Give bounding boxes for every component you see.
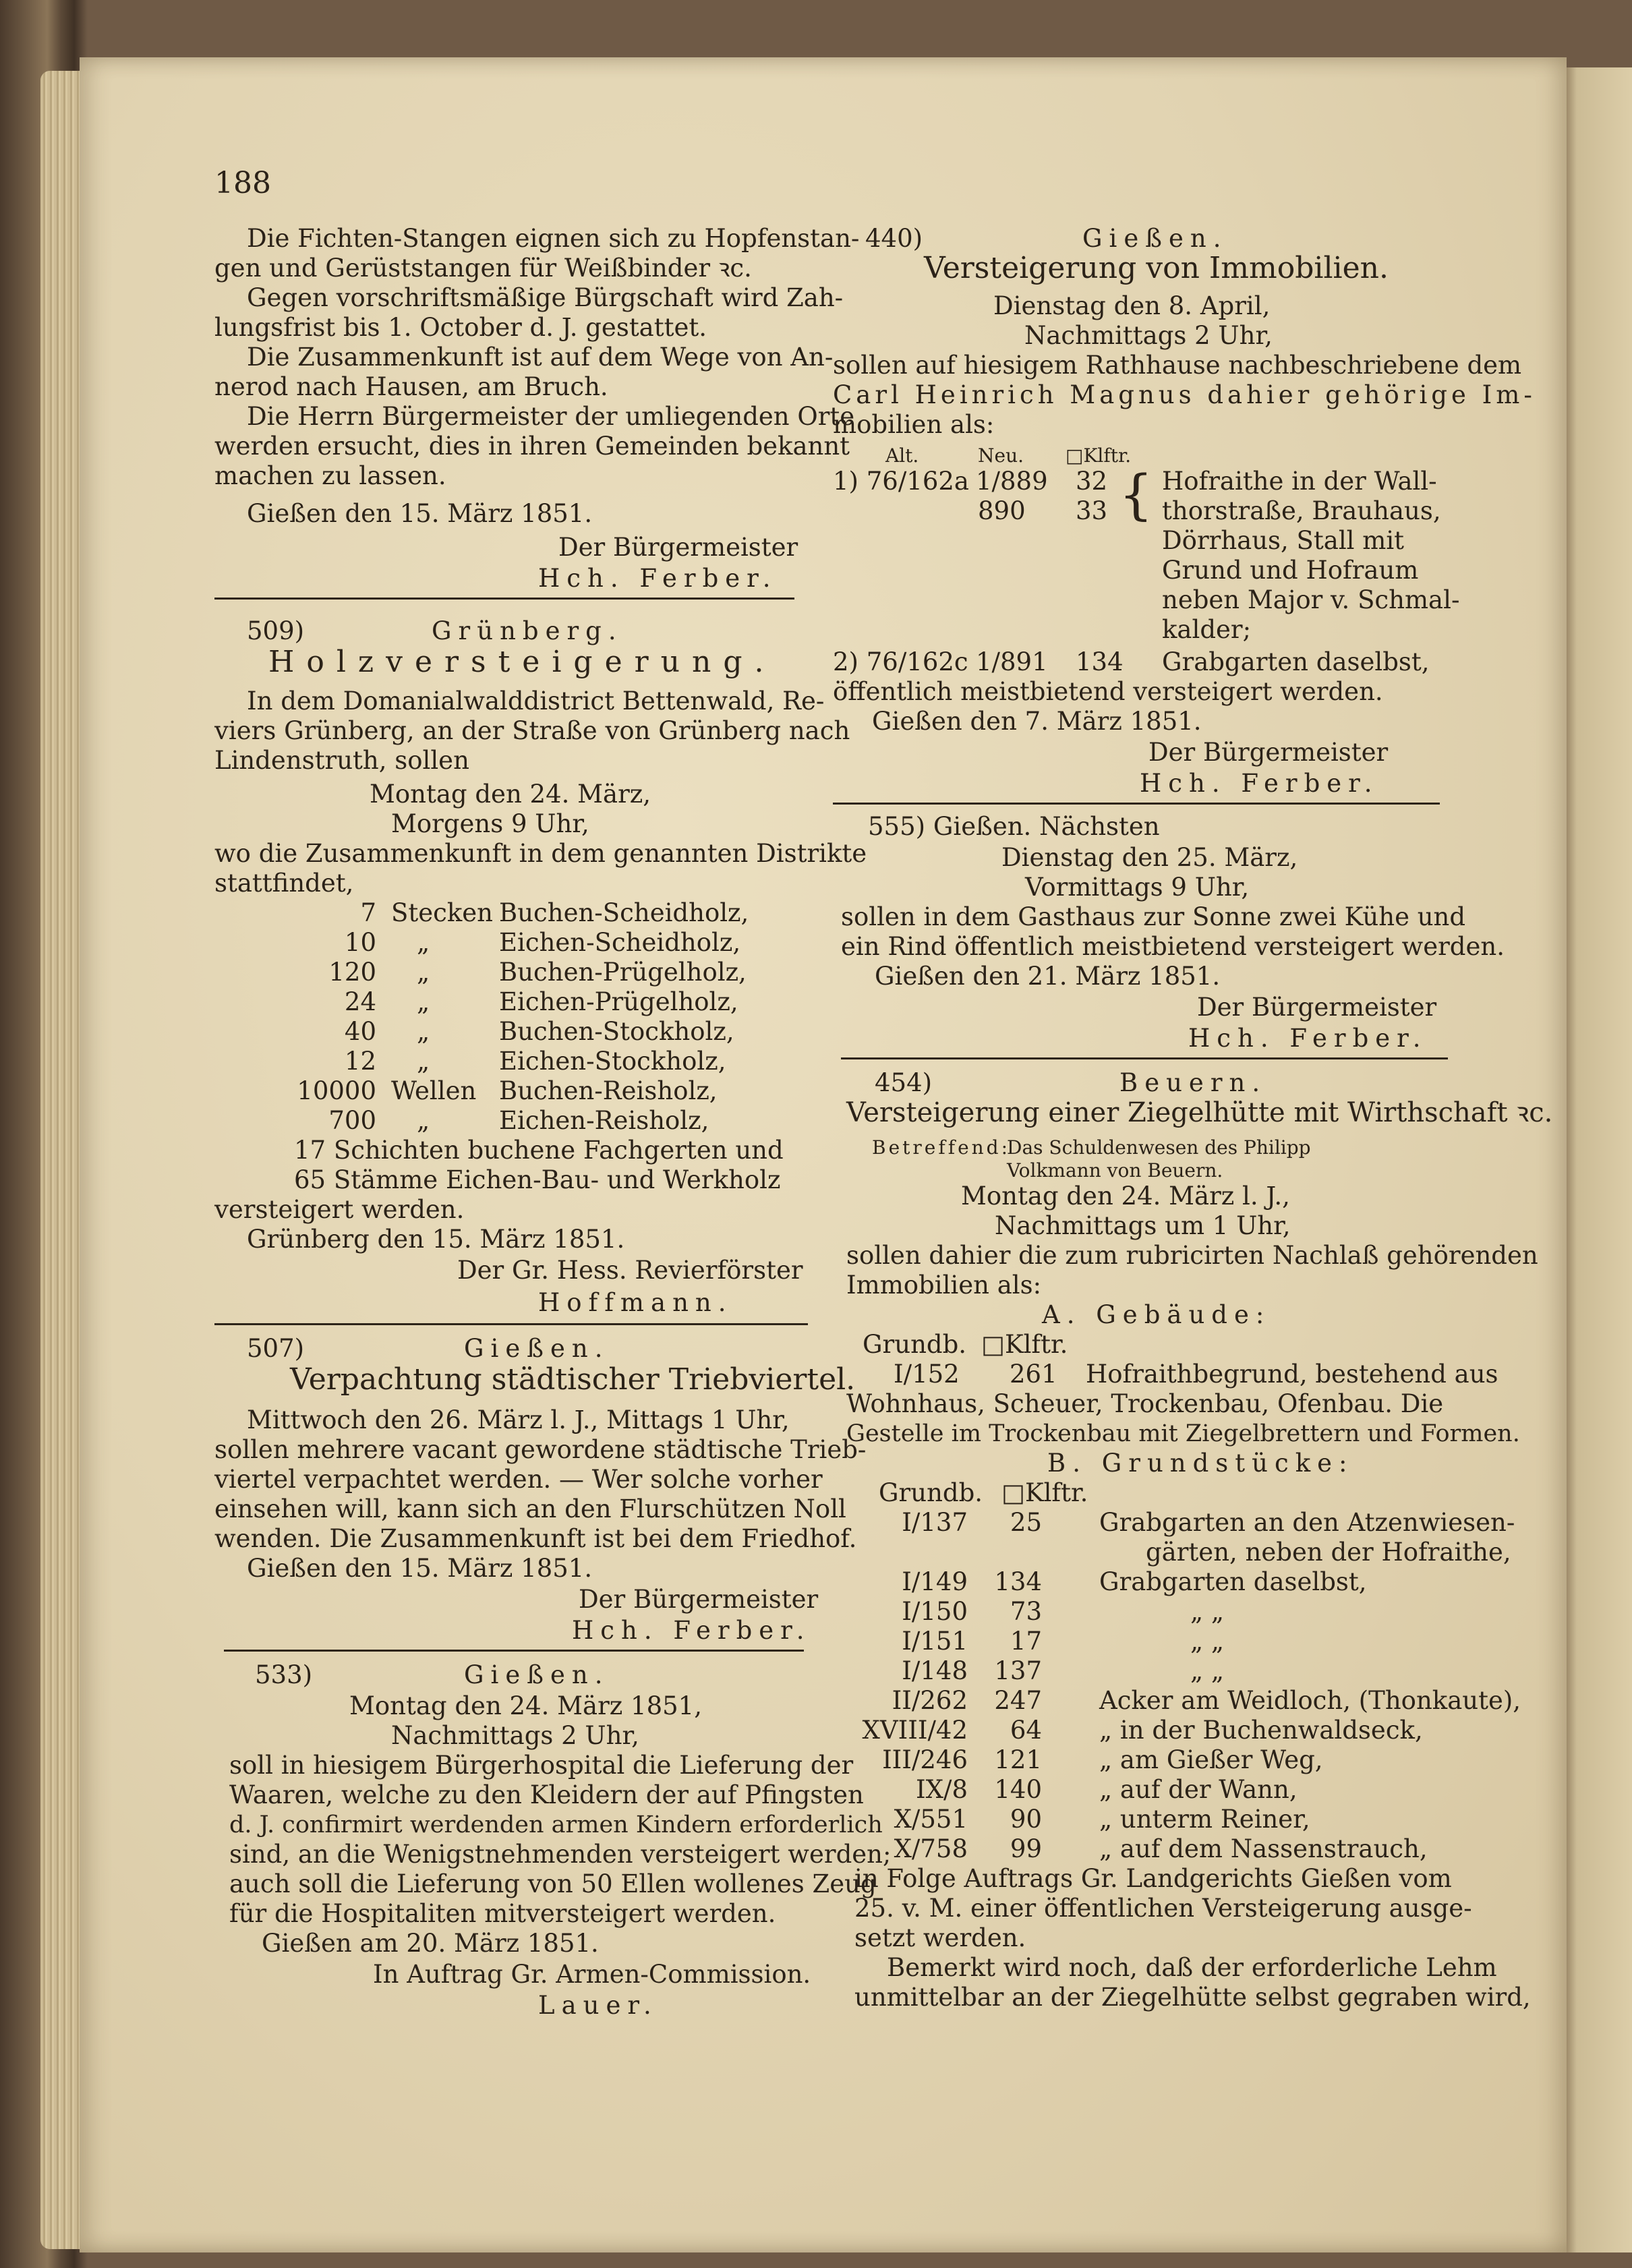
notice-time: Nachmittags um 1 Uhr, (995, 1211, 1291, 1240)
notice-number: 440) (865, 224, 923, 253)
notice-line: Bemerkt wird noch, daß der erforderliche Lehm (887, 1953, 1497, 1982)
item-qty: 10000 (297, 1076, 376, 1105)
parcel-desc: „ auf dem Nassenstrauch, (1099, 1834, 1428, 1863)
notice-line: viers Grünberg, an der Straße von Grünberg nach (214, 716, 850, 745)
notice-line: versteigert werden. (214, 1195, 465, 1224)
signature-title: Der Bürgermeister (558, 533, 798, 562)
parcel-ref: X/758 (894, 1834, 968, 1863)
parcel-ref: I/137 (902, 1508, 968, 1537)
notice-date: Gießen den 15. März 1851. (247, 1554, 593, 1583)
right-column (833, 224, 1553, 2031)
signature-title: Der Bürgermeister (1148, 738, 1389, 767)
parcel-area: 247 (994, 1686, 1042, 1715)
notice-line: 17 Schichten buchene Fachgerten und (294, 1136, 784, 1165)
notice-line: Lindenstruth, sollen (214, 746, 469, 775)
notice-title: Versteigerung von Immobilien. (924, 251, 1389, 285)
signature-name: Hch. Ferber. (538, 564, 778, 593)
notice-title: Versteigerung einer Ziegelhütte mit Wirthschaft ꝛc. (846, 1097, 1553, 1128)
parcel-desc: „ auf der Wann, (1099, 1775, 1298, 1804)
table-header: □Klftr. (981, 1330, 1068, 1359)
notice-line: d. J. confirmirt werdenden armen Kindern erforderlich (229, 1811, 883, 1838)
notice-line: ein Rind öffentlich meistbietend versteigert werden. (841, 932, 1505, 961)
notice-time: Morgens 9 Uhr, (391, 809, 589, 838)
table-header: Grundb. (863, 1330, 967, 1359)
notice-day: Montag den 24. März, (370, 780, 651, 809)
item-qty: 700 (328, 1106, 376, 1135)
notice-line: unmittelbar an der Ziegelhütte selbst gegraben wird, (854, 1983, 1531, 2012)
notice-line: wenden. Die Zusammenkunft ist bei dem Friedhof. (214, 1524, 857, 1553)
parcel-desc: Grabgarten daselbst, (1099, 1567, 1367, 1596)
parcel-desc: kalder; (1162, 615, 1252, 644)
item-unit: „ (417, 987, 430, 1016)
signature-title: Der Bürgermeister (579, 1585, 819, 1614)
notice-divider (224, 1650, 804, 1652)
notice-place: Gießen. (464, 1334, 610, 1363)
table-header: Grundb. (879, 1478, 983, 1507)
notice-divider (833, 803, 1440, 805)
notice-line: wo die Zusammenkunft in dem genannten Distrikte (214, 839, 867, 868)
notice-number: 533) (255, 1660, 313, 1689)
parcel-area: 32 (1076, 467, 1108, 496)
parcel-area: 17 (1010, 1627, 1042, 1656)
notice-line: sollen dahier die zum rubricirten Nachlaß gehörenden (846, 1241, 1538, 1270)
parcel-desc: Hofraithe in der Wall- (1162, 467, 1437, 496)
notice-day: Dienstag den 25. März, (1001, 843, 1298, 872)
intro-line: Die Herrn Bürgermeister der umliegenden Orte (247, 402, 855, 431)
intro-line: lungsfrist bis 1. October d. J. gestattet. (214, 313, 707, 342)
intro-line: gen und Gerüststangen für Weißbinder ꝛc. (214, 254, 752, 283)
notice-date: Gießen den 21. März 1851. (875, 962, 1221, 991)
parcel-area: 73 (1010, 1597, 1042, 1626)
parcel-desc: Grabgarten an den Atzenwiesen- (1099, 1508, 1515, 1537)
notice-day: Montag den 24. März 1851, (349, 1691, 702, 1720)
notice-heading: 555) Gießen. Nächsten (868, 812, 1160, 841)
item-desc: Eichen-Stockholz, (499, 1047, 726, 1076)
notice-line: einsehen will, kann sich an den Flurschützen Noll (214, 1494, 846, 1523)
parcel-area: 134 (994, 1567, 1042, 1596)
parcel-area: 140 (994, 1775, 1042, 1804)
notice-time: Nachmittags 2 Uhr, (1024, 321, 1273, 350)
item-qty: 24 (344, 987, 376, 1016)
signature-name: Lauer. (538, 1991, 658, 2020)
concerning-label: Betreffend: (872, 1136, 1011, 1159)
parcel-ref: III/246 (882, 1745, 968, 1774)
intro-line: Die Zusammenkunft ist auf dem Wege von An- (247, 343, 834, 372)
notice-line: Carl Heinrich Magnus dahier gehörige Im- (833, 380, 1536, 409)
signature-title: Der Bürgermeister (1197, 993, 1437, 1022)
notice-day: Dienstag den 8. April, (993, 291, 1271, 320)
parcel-desc: Acker am Weidloch, (Thonkaute), (1099, 1686, 1521, 1715)
parcel-new: 890 (978, 496, 1026, 525)
signature-name: Hch. Ferber. (572, 1616, 811, 1645)
notice-place: Gießen. (464, 1660, 610, 1689)
item-qty: 120 (328, 958, 376, 987)
item-qty: 12 (344, 1047, 376, 1076)
parcel-area: 64 (1010, 1716, 1042, 1745)
section-heading: B. Grundstücke: (1047, 1449, 1354, 1478)
notice-date: Gießen den 15. März 1851. (247, 499, 593, 528)
item-desc: Buchen-Stockholz, (499, 1017, 734, 1046)
intro-line: werden ersucht, dies in ihren Gemeinden bekannt (214, 432, 850, 461)
page-number: 188 (214, 166, 271, 200)
intro-line: nerod nach Hausen, am Bruch. (214, 372, 608, 401)
item-desc: Buchen-Reisholz, (499, 1076, 718, 1105)
parcel-desc: „ „ (1190, 1656, 1225, 1685)
left-column (214, 166, 892, 2023)
facing-page-edge (1563, 67, 1632, 2252)
item-desc: Eichen-Scheidholz, (499, 928, 741, 957)
notice-number: 507) (247, 1334, 305, 1363)
item-unit: Stecken (391, 898, 493, 927)
notice-line: für die Hospitaliten mitversteigert werden. (229, 1899, 776, 1928)
item-unit: „ (417, 958, 430, 987)
notice-place: Grünberg. (432, 616, 623, 645)
table-header: Neu. (978, 444, 1024, 467)
item-qty: 10 (344, 928, 376, 957)
notice-line: In dem Domanialwalddistrict Bettenwald, Re- (247, 687, 825, 716)
parcel-area: 121 (994, 1745, 1042, 1774)
notice-line: sollen auf hiesigem Rathhause nachbeschriebene dem (833, 351, 1522, 380)
notice-line: sind, an die Wenigstnehmenden versteigert werden; (229, 1840, 892, 1869)
notice-number: 454) (875, 1068, 933, 1097)
notice-line: Immobilien als: (846, 1271, 1042, 1300)
table-header: Alt. (885, 444, 919, 467)
notice-date: Gießen den 7. März 1851. (872, 707, 1202, 736)
parcel-desc: gärten, neben der Hofraithe, (1146, 1538, 1511, 1567)
parcel-ref: XVIII/42 (862, 1716, 968, 1745)
parcel-ref: I/148 (902, 1656, 968, 1685)
notice-line: Mittwoch den 26. März l. J., Mittags 1 Uhr, (247, 1405, 790, 1434)
item-unit: „ (417, 1047, 430, 1076)
concerning-text: Das Schuldenwesen des Philipp (1007, 1136, 1311, 1159)
parcel-alt: 2) 76/162c (833, 647, 968, 676)
parcel-area: 261 (1010, 1360, 1057, 1389)
intro-line: Gegen vorschriftsmäßige Bürgschaft wird Zah- (247, 283, 844, 312)
notice-date: Gießen am 20. März 1851. (262, 1929, 599, 1958)
notice-date: Grünberg den 15. März 1851. (247, 1225, 625, 1254)
intro-line: machen zu lassen. (214, 461, 446, 490)
item-unit: „ (417, 928, 430, 957)
notice-line: mobilien als: (833, 410, 995, 439)
notice-line: stattfindet, (214, 869, 354, 898)
parcel-desc: Grund und Hofraum (1162, 556, 1419, 585)
notice-time: Nachmittags 2 Uhr, (391, 1721, 639, 1750)
notice-place: Beuern. (1119, 1068, 1267, 1097)
parcel-ref: IX/8 (916, 1775, 968, 1804)
parcel-ref: I/151 (902, 1627, 968, 1656)
notice-divider (841, 1057, 1448, 1059)
notice-divider (214, 1323, 808, 1325)
signature-title: In Auftrag Gr. Armen-Commission. (373, 1960, 811, 1989)
section-heading: A. Gebäude: (1042, 1300, 1271, 1329)
notice-line: Waaren, welche zu den Kleidern der auf Pfingsten (229, 1780, 864, 1809)
item-desc: Eichen-Prügelholz, (499, 987, 738, 1016)
item-unit: Wellen (391, 1076, 477, 1105)
parcel-area: 25 (1010, 1508, 1042, 1537)
parcel-new: 1/889 (976, 467, 1048, 496)
item-qty: 40 (344, 1017, 376, 1046)
signature-name: Hoffmann. (538, 1288, 733, 1317)
parcel-ref: I/152 (894, 1360, 960, 1389)
parcel-desc: „ unterm Reiner, (1099, 1805, 1310, 1834)
notice-title: Holzversteigerung. (268, 645, 776, 679)
parcel-ref: II/262 (892, 1686, 968, 1715)
notice-line: setzt werden. (854, 1923, 1026, 1952)
item-desc: Buchen-Prügelholz, (499, 958, 747, 987)
notice-line: öffentlich meistbietend versteigert werden. (833, 677, 1383, 706)
notice-divider (214, 598, 794, 600)
notice-day: Montag den 24. März l. J., (961, 1182, 1290, 1211)
parcel-ref: I/150 (902, 1597, 968, 1626)
notice-line: soll in hiesigem Bürgerhospital die Lieferung der (229, 1751, 854, 1780)
notice-line: 25. v. M. einer öffentlichen Versteigerung ausge- (854, 1894, 1472, 1923)
item-desc: Eichen-Reisholz, (499, 1106, 709, 1135)
intro-line: Die Fichten-Stangen eignen sich zu Hopfenstan- (247, 224, 860, 253)
parcel-desc: Grabgarten daselbst, (1162, 647, 1430, 676)
parcel-area: 137 (994, 1656, 1042, 1685)
item-qty: 7 (360, 898, 376, 927)
notice-number: 509) (247, 616, 305, 645)
notice-line: 65 Stämme Eichen-Bau- und Werkholz (294, 1165, 781, 1194)
parcel-area: 90 (1010, 1805, 1042, 1834)
item-unit: „ (417, 1106, 430, 1135)
parcel-alt: 1) 76/162a (833, 467, 969, 496)
notice-line: sollen in dem Gasthaus zur Sonne zwei Kühe und (841, 902, 1466, 931)
notice-line: in Folge Auftrags Gr. Landgerichts Gießen vom (854, 1864, 1452, 1893)
signature-title: Der Gr. Hess. Revierförster (457, 1256, 803, 1285)
parcel-ref: I/149 (902, 1567, 968, 1596)
signature-name: Hch. Ferber. (1188, 1024, 1428, 1053)
parcel-desc: „ „ (1190, 1597, 1225, 1626)
notice-place: Gießen. (1082, 224, 1228, 253)
parcel-desc: Hofraithbegrund, bestehend aus (1086, 1360, 1498, 1389)
concerning-text: Volkmann von Beuern. (1007, 1159, 1223, 1182)
notice-line: Gestelle im Trockenbau mit Ziegelbrettern und Formen. (846, 1420, 1520, 1447)
brace-mark: { (1119, 463, 1153, 526)
parcel-ref: X/551 (894, 1805, 968, 1834)
parcel-new: 1/891 (976, 647, 1048, 676)
parcel-desc: „ in der Buchenwaldseck, (1099, 1716, 1423, 1745)
parcel-desc: „ „ (1190, 1627, 1225, 1656)
signature-name: Hch. Ferber. (1140, 769, 1379, 798)
parcel-desc: „ am Gießer Weg, (1099, 1745, 1323, 1774)
parcel-desc: thorstraße, Brauhaus, (1162, 496, 1441, 525)
parcel-area: 134 (1076, 647, 1124, 676)
item-desc: Buchen-Scheidholz, (499, 898, 749, 927)
notice-time: Vormittags 9 Uhr, (1025, 873, 1250, 902)
notice-title: Verpachtung städtischer Triebviertel. (290, 1362, 856, 1397)
notice-line: sollen mehrere vacant gewordene städtische Trieb- (214, 1435, 867, 1464)
parcel-area: 33 (1076, 496, 1108, 525)
table-header: □Klftr. (1066, 444, 1132, 467)
parcel-desc: neben Major v. Schmal- (1162, 585, 1460, 614)
item-unit: „ (417, 1017, 430, 1046)
notice-line: auch soll die Lieferung von 50 Ellen wollenes Zeug (229, 1869, 877, 1898)
parcel-desc: Dörrhaus, Stall mit (1162, 526, 1405, 555)
notice-line: Wohnhaus, Scheuer, Trockenbau, Ofenbau. Die (846, 1389, 1444, 1418)
table-header: □Klftr. (1001, 1478, 1088, 1507)
parcel-area: 99 (1010, 1834, 1042, 1863)
notice-line: viertel verpachtet werden. — Wer solche vorher (214, 1465, 823, 1494)
